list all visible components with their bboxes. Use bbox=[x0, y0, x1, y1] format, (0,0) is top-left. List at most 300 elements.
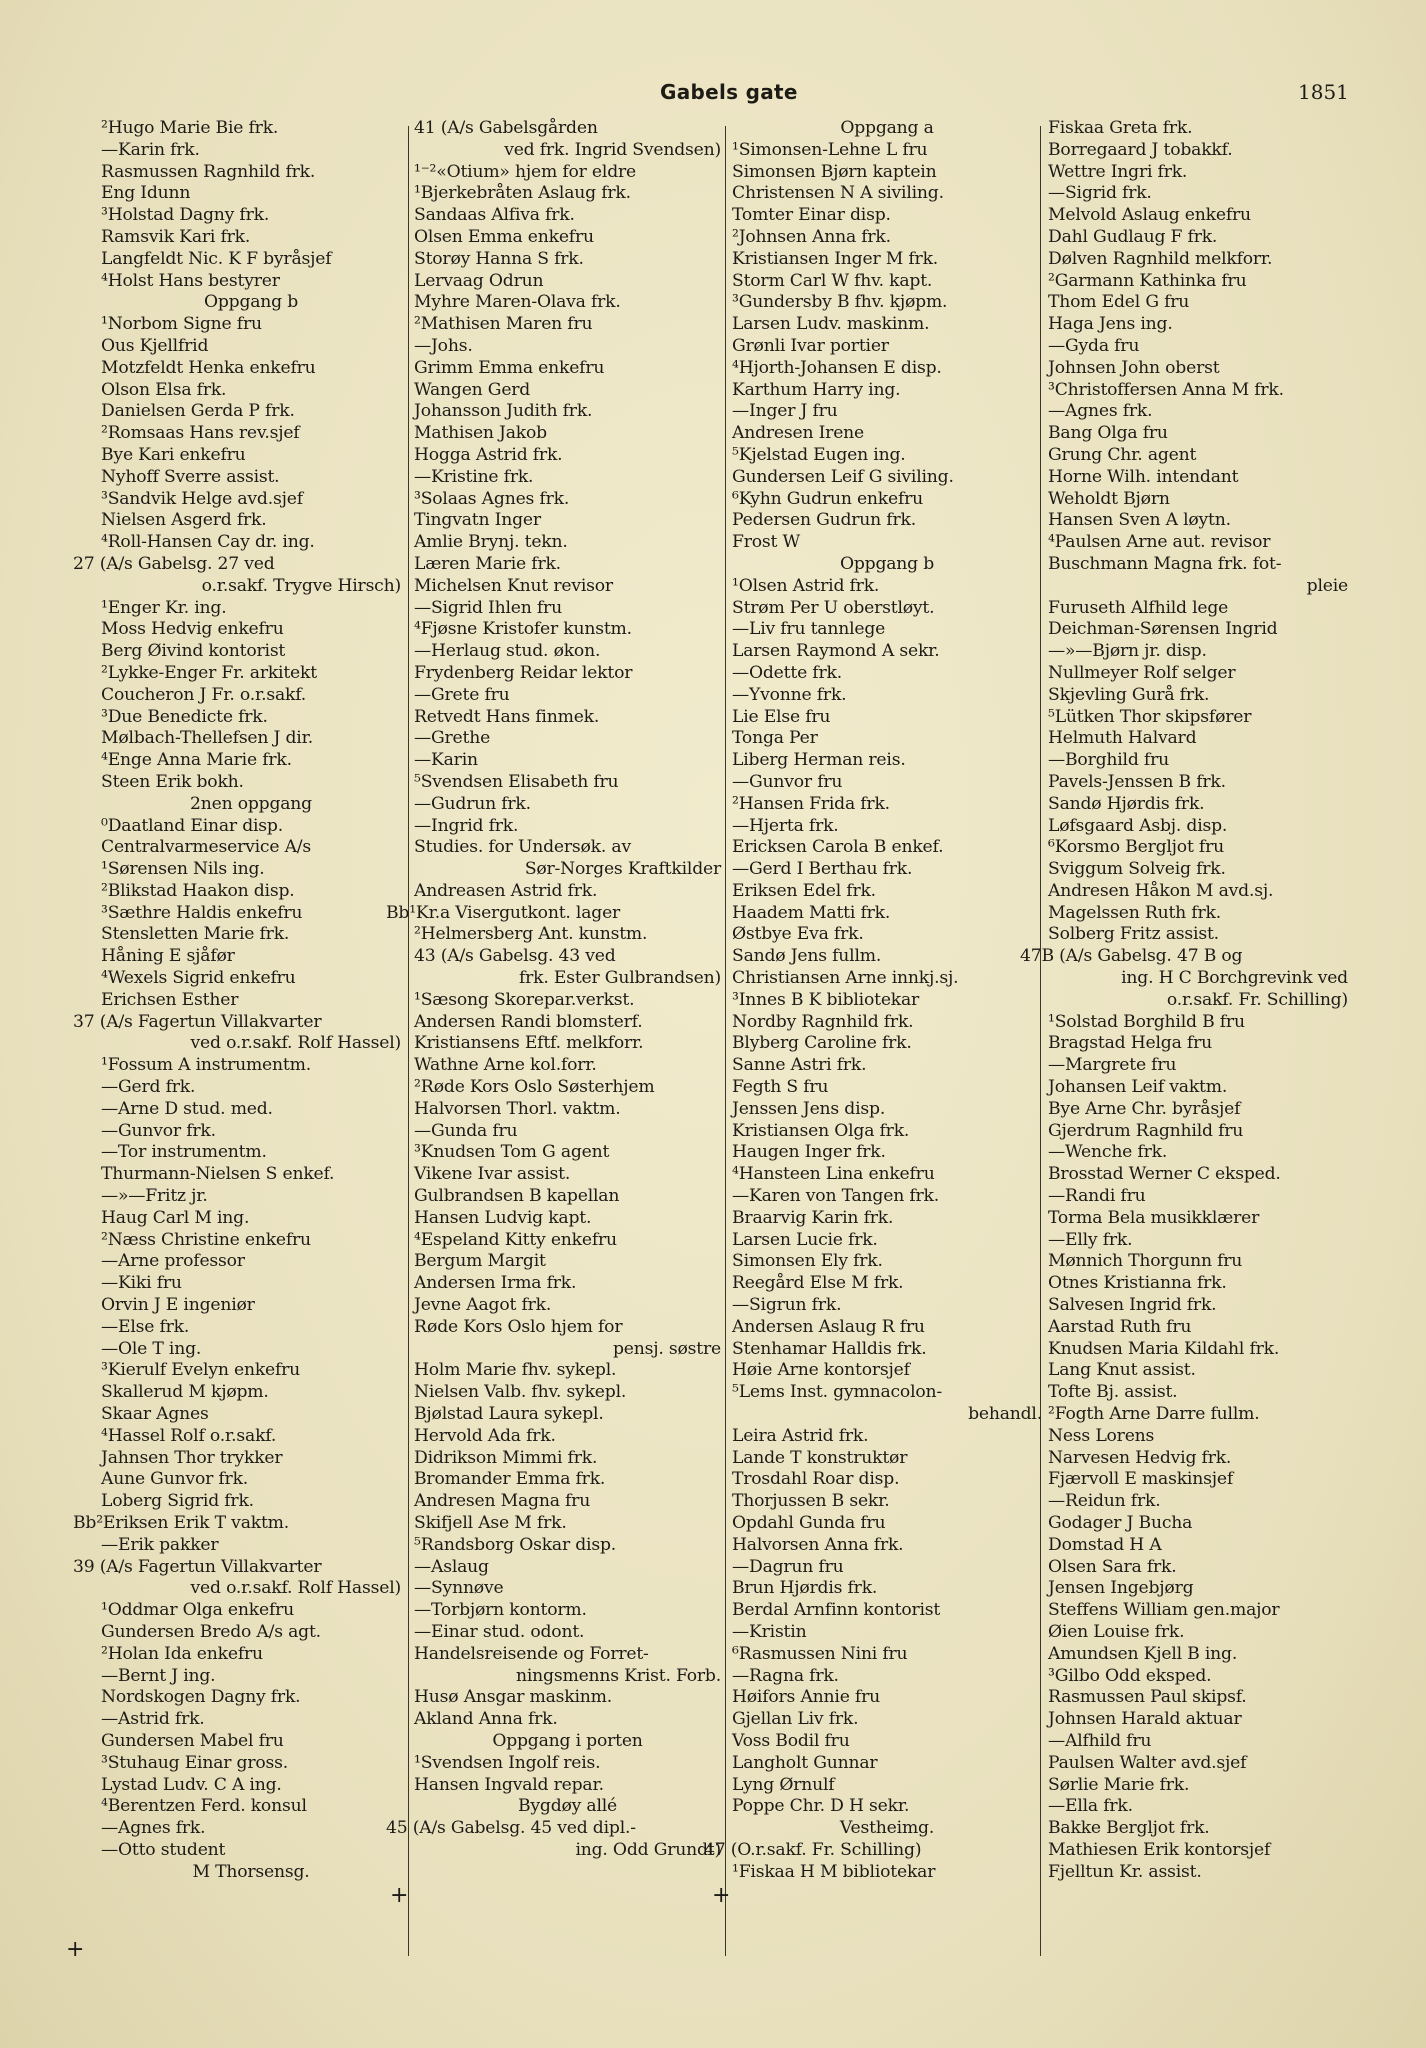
directory-entry: —Gudrun frk. bbox=[414, 793, 531, 814]
directory-entry: Bjølstad Laura sykepl. bbox=[414, 1404, 604, 1425]
directory-entry: Larsen Lucie frk. bbox=[732, 1229, 878, 1250]
directory-entry: ¹Enger Kr. ing. bbox=[101, 597, 227, 618]
directory-entry: ¹Bjerkebråten Aslaug frk. bbox=[414, 183, 631, 204]
directory-entry: Frost W bbox=[732, 532, 800, 553]
directory-entry: —Erik pakker bbox=[101, 1534, 219, 1555]
directory-entry: —Wenche frk. bbox=[1048, 1142, 1168, 1163]
directory-entry: —Karin frk. bbox=[101, 139, 200, 160]
directory-entry: Andresen Magna fru bbox=[414, 1491, 591, 1512]
directory-entry: Bye Kari enkefru bbox=[101, 444, 246, 465]
directory-entry: Oppgang b bbox=[839, 553, 935, 574]
directory-entry: 41 (A/s Gabelsgården bbox=[414, 118, 598, 138]
directory-entry: ¹⁻²«Otium» hjem for eldre bbox=[414, 161, 636, 182]
directory-entry: Langholt Gunnar bbox=[732, 1752, 878, 1773]
directory-entry: ¹Norbom Signe fru bbox=[101, 314, 262, 335]
directory-entry: Frydenberg Reidar lektor bbox=[414, 662, 633, 683]
directory-entry: Loberg Sigrid frk. bbox=[101, 1491, 254, 1512]
directory-entry: Fiskaa Greta frk. bbox=[1048, 118, 1193, 138]
directory-entry: Johnsen Harald aktuar bbox=[1048, 1709, 1242, 1730]
directory-entry: Mønnich Thorgunn fru bbox=[1048, 1251, 1243, 1272]
directory-entry: 2nen oppgang bbox=[190, 793, 312, 814]
directory-entry: Myhre Maren-Olava frk. bbox=[414, 292, 621, 313]
directory-entry: Holm Marie fhv. sykepl. bbox=[414, 1360, 617, 1381]
directory-entry: Øien Louise frk. bbox=[1048, 1621, 1185, 1642]
directory-entry: ⁴Hansteen Lina enkefru bbox=[732, 1164, 935, 1185]
directory-entry: ⁴Roll-Hansen Cay dr. ing. bbox=[101, 532, 315, 553]
directory-entry: ⁴Berentzen Ferd. konsul bbox=[101, 1796, 307, 1817]
directory-entry: —»—Fritz jr. bbox=[101, 1186, 208, 1207]
directory-entry: Bang Olga fru bbox=[1048, 423, 1168, 444]
directory-entry: Halvorsen Anna frk. bbox=[732, 1534, 904, 1555]
directory-entry: —Gunda fru bbox=[414, 1120, 518, 1141]
directory-entry: ⁴Fjøsne Kristofer kunstm. bbox=[414, 619, 632, 640]
directory-entry: Bergum Margit bbox=[414, 1251, 546, 1272]
directory-entry: Skjevling Gurå frk. bbox=[1048, 684, 1210, 705]
directory-entry: —Odette frk. bbox=[732, 662, 842, 683]
directory-entry: Rasmussen Ragnhild frk. bbox=[101, 161, 316, 182]
directory-entry: Oppgang i porten bbox=[492, 1730, 643, 1751]
directory-entry: Kristiansen Inger M frk. bbox=[732, 248, 939, 269]
directory-entry: ¹Sørensen Nils ing. bbox=[101, 859, 265, 880]
directory-entry: ⁶Rasmussen Nini fru bbox=[732, 1643, 908, 1664]
directory-column-4 bbox=[1020, 118, 1348, 1884]
directory-entry: Bb²Eriksen Erik T vaktm. bbox=[73, 1513, 290, 1533]
directory-entry: ¹Solstad Borghild B fru bbox=[1048, 1011, 1245, 1032]
directory-entry: Østbye Eva frk. bbox=[732, 924, 864, 945]
directory-entry: Bb¹Kr.a Visergutkont. lager bbox=[386, 902, 621, 923]
directory-entry: Sandø Jens fullm. bbox=[732, 946, 882, 967]
column-rule bbox=[408, 126, 409, 1956]
directory-entry: —Randi fru bbox=[1048, 1186, 1146, 1207]
directory-entry: Christensen N A siviling. bbox=[732, 183, 944, 204]
directory-entry: Berdal Arnfinn kontorist bbox=[732, 1600, 941, 1621]
cross-reference-mark: + bbox=[712, 1883, 731, 1908]
directory-entry: ²Mathisen Maren fru bbox=[414, 314, 593, 335]
directory-entry: Steen Erik bokh. bbox=[101, 771, 244, 792]
directory-entry: M Thorsensg. bbox=[192, 1861, 310, 1882]
directory-entry: Kristiansens Eftf. melkforr. bbox=[414, 1033, 644, 1054]
directory-entry: Grimm Emma enkefru bbox=[414, 357, 605, 378]
directory-entry: Melvold Aslaug enkefru bbox=[1048, 205, 1251, 226]
directory-entry: Hogga Astrid frk. bbox=[414, 444, 563, 465]
directory-entry: —Gerd frk. bbox=[101, 1077, 196, 1098]
directory-entry: Bragstad Helga fru bbox=[1048, 1033, 1212, 1054]
page-number: 1851 bbox=[1298, 80, 1349, 104]
directory-entry: Fegth S fru bbox=[732, 1077, 829, 1098]
directory-entry: —Elly frk. bbox=[1048, 1229, 1133, 1250]
directory-entry: —Ragna frk. bbox=[732, 1665, 839, 1686]
directory-entry: —Else frk. bbox=[101, 1316, 190, 1337]
directory-entry: Gulbrandsen B kapellan bbox=[414, 1186, 620, 1207]
directory-entry: Studies. for Undersøk. av bbox=[414, 837, 631, 858]
directory-entry: Andersen Irma frk. bbox=[414, 1273, 577, 1294]
directory-entry: Johansen Leif vaktm. bbox=[1048, 1077, 1228, 1098]
directory-entry: Mølbach-Thellefsen J dir. bbox=[101, 728, 313, 749]
directory-entry: Hervold Ada frk. bbox=[414, 1425, 556, 1446]
street-title: Gabels gate bbox=[660, 80, 798, 104]
directory-entry: Tomter Einar disp. bbox=[732, 205, 891, 226]
directory-entry: Buschmann Magna frk. fot- bbox=[1048, 553, 1282, 574]
directory-entry: Oppgang a bbox=[840, 118, 934, 138]
directory-entry: Sanne Astri frk. bbox=[732, 1055, 867, 1076]
directory-entry: Knudsen Maria Kildahl frk. bbox=[1048, 1338, 1280, 1359]
directory-entry: ³Sæthre Haldis enkefru bbox=[101, 902, 303, 923]
directory-entry: Andresen Håkon M avd.sj. bbox=[1048, 880, 1274, 901]
directory-entry: —Gunvor fru bbox=[732, 771, 843, 792]
directory-entry: Leira Astrid frk. bbox=[732, 1425, 869, 1446]
directory-entry: Thorjussen B sekr. bbox=[732, 1491, 890, 1512]
directory-entry: Hansen Sven A løytn. bbox=[1048, 510, 1231, 531]
directory-entry: Steffens William gen.major bbox=[1048, 1600, 1280, 1621]
directory-entry: Retvedt Hans finmek. bbox=[414, 706, 600, 727]
directory-entry: ing. H C Borchgrevink ved bbox=[1121, 968, 1348, 989]
directory-entry: Poppe Chr. D H sekr. bbox=[732, 1796, 910, 1817]
directory-entry: frk. Ester Gulbrandsen) bbox=[518, 968, 721, 989]
directory-entry: —Astrid frk. bbox=[101, 1709, 205, 1730]
directory-entry: ³Solaas Agnes frk. bbox=[414, 488, 570, 509]
directory-entry: —Arne D stud. med. bbox=[101, 1098, 273, 1119]
directory-entry: 45 (A/s Gabelsg. 45 ved dipl.- bbox=[386, 1818, 636, 1839]
directory-entry: Motzfeldt Henka enkefru bbox=[101, 357, 316, 378]
directory-entry: ³Holstad Dagny frk. bbox=[101, 205, 270, 226]
directory-entry: Helmuth Halvard bbox=[1048, 728, 1197, 749]
directory-entry: Johansson Judith frk. bbox=[414, 401, 593, 422]
directory-entry: ⁵Randsborg Oskar disp. bbox=[414, 1534, 617, 1555]
directory-entry: —Ingrid frk. bbox=[414, 815, 519, 836]
directory-entry: ⁴Wexels Sigrid enkefru bbox=[101, 968, 296, 989]
directory-entry: Strøm Per U oberstløyt. bbox=[732, 597, 935, 618]
directory-entry: ¹Svendsen Ingolf reis. bbox=[414, 1752, 601, 1773]
directory-entry: Tingvatn Inger bbox=[414, 510, 541, 531]
directory-entry: —Ole T ing. bbox=[101, 1338, 202, 1359]
directory-entry: ³Sandvik Helge avd.sjef bbox=[101, 488, 303, 509]
directory-entry: ⁴Paulsen Arne aut. revisor bbox=[1048, 532, 1271, 553]
directory-entry: Simonsen Ely frk. bbox=[732, 1251, 883, 1272]
directory-entry: Furuseth Alfhild lege bbox=[1048, 597, 1229, 618]
directory-entry: Storøy Hanna S frk. bbox=[414, 248, 584, 269]
directory-entry: Gjerdrum Ragnhild fru bbox=[1048, 1120, 1244, 1141]
directory-entry: Lyng Ørnulf bbox=[732, 1774, 835, 1795]
directory-entry: Pedersen Gudrun frk. bbox=[732, 510, 916, 531]
directory-entry: Larsen Raymond A sekr. bbox=[732, 641, 940, 662]
directory-entry: ²Romsaas Hans rev.sjef bbox=[101, 423, 300, 444]
directory-entry: ²Røde Kors Oslo Søsterhjem bbox=[414, 1077, 655, 1098]
directory-entry: Reegård Else M frk. bbox=[732, 1273, 904, 1294]
directory-entry: —»—Bjørn jr. disp. bbox=[1048, 641, 1207, 662]
directory-entry: Håning E sjåfør bbox=[101, 946, 235, 967]
directory-entry: Thom Edel G fru bbox=[1048, 292, 1190, 313]
directory-entry: —Torbjørn kontorm. bbox=[414, 1600, 587, 1621]
directory-entry: Jevne Aagot frk. bbox=[414, 1295, 552, 1316]
directory-entry: —Yvonne frk. bbox=[732, 684, 847, 705]
directory-entry: Nielsen Valb. fhv. sykepl. bbox=[414, 1382, 627, 1403]
directory-entry: —Kiki fru bbox=[101, 1273, 182, 1294]
directory-entry: Lervaag Odrun bbox=[414, 270, 544, 291]
directory-entry: Trosdahl Roar disp. bbox=[732, 1469, 900, 1490]
directory-entry: —Karin bbox=[414, 750, 478, 771]
directory-entry: —Bernt J ing. bbox=[101, 1665, 216, 1686]
directory-entry: —Agnes frk. bbox=[101, 1818, 206, 1839]
directory-entry: Moss Hedvig enkefru bbox=[101, 619, 284, 640]
directory-entry: pensj. søstre bbox=[612, 1338, 721, 1359]
directory-entry: Andersen Aslaug R fru bbox=[732, 1316, 925, 1337]
directory-entry: Aarstad Ruth fru bbox=[1048, 1316, 1192, 1337]
directory-entry: ⁴Holst Hans bestyrer bbox=[101, 270, 280, 291]
directory-entry: 47 (O.r.sakf. Fr. Schilling) bbox=[704, 1839, 922, 1860]
directory-entry: Røde Kors Oslo hjem for bbox=[414, 1316, 623, 1337]
directory-entry: ⁴Espeland Kitty enkefru bbox=[414, 1229, 617, 1250]
directory-entry: —Aslaug bbox=[414, 1556, 489, 1577]
directory-entry: Hansen Ingvald repar. bbox=[414, 1774, 604, 1795]
directory-entry: —Gyda fru bbox=[1048, 335, 1140, 356]
directory-entry: Vestheimg. bbox=[839, 1818, 935, 1839]
directory-entry: Dahl Gudlaug F frk. bbox=[1048, 226, 1218, 247]
directory-entry: Langfeldt Nic. K F byråsjef bbox=[101, 248, 332, 269]
directory-entry: Læren Marie frk. bbox=[414, 553, 561, 574]
directory-entry: Salvesen Ingrid frk. bbox=[1048, 1295, 1217, 1316]
directory-entry: Orvin J E ingeniør bbox=[101, 1295, 255, 1316]
directory-entry: —Arne professor bbox=[101, 1251, 245, 1272]
directory-entry: Storm Carl W fhv. kapt. bbox=[732, 270, 933, 291]
directory-entry: Pavels-Jenssen B frk. bbox=[1048, 771, 1226, 792]
directory-entry: —Otto student bbox=[101, 1839, 226, 1860]
directory-entry: Nordby Ragnhild frk. bbox=[732, 1011, 914, 1032]
directory-entry: Brun Hjørdis frk. bbox=[732, 1578, 878, 1599]
directory-entry: behandl. bbox=[968, 1404, 1042, 1425]
directory-entry: Ous Kjellfrid bbox=[101, 335, 209, 356]
directory-entry: Tofte Bj. assist. bbox=[1048, 1382, 1178, 1403]
directory-entry: Gjellan Liv frk. bbox=[732, 1709, 859, 1730]
directory-entry: —Johs. bbox=[414, 335, 473, 356]
directory-entry: Nordskogen Dagny frk. bbox=[101, 1687, 301, 1708]
directory-entry: Nullmeyer Rolf selger bbox=[1048, 662, 1236, 683]
directory-entry: Amlie Brynj. tekn. bbox=[414, 532, 568, 553]
directory-entry: Bromander Emma frk. bbox=[414, 1469, 606, 1490]
directory-entry: Jahnsen Thor trykker bbox=[101, 1447, 283, 1468]
directory-entry: Stensletten Marie frk. bbox=[101, 924, 290, 945]
directory-entry: Horne Wilh. intendant bbox=[1048, 466, 1239, 487]
directory-entry: Ness Lorens bbox=[1048, 1425, 1155, 1446]
directory-entry: Rasmussen Paul skipsf. bbox=[1048, 1687, 1247, 1708]
directory-entry: ¹Simonsen-Lehne L fru bbox=[732, 139, 928, 160]
directory-entry: —Sigrun frk. bbox=[732, 1295, 842, 1316]
directory-entry: Skaar Agnes bbox=[101, 1404, 209, 1425]
directory-entry: ²Helmersberg Ant. kunstm. bbox=[414, 924, 648, 945]
directory-entry: —Dagrun fru bbox=[732, 1556, 844, 1577]
directory-entry: Braarvig Karin frk. bbox=[732, 1207, 894, 1228]
directory-entry: Gundersen Mabel fru bbox=[101, 1730, 284, 1751]
directory-entry: —Sigrid Ihlen fru bbox=[414, 597, 562, 618]
directory-entry: Olson Elsa frk. bbox=[101, 379, 227, 400]
directory-entry: ¹Sæsong Skorepar.verkst. bbox=[414, 989, 635, 1010]
directory-entry: Weholdt Bjørn bbox=[1048, 488, 1170, 509]
directory-entry: 39 (A/s Fagertun Villakvarter bbox=[73, 1556, 322, 1577]
directory-entry: Fjærvoll E maskinsjef bbox=[1048, 1469, 1233, 1490]
directory-entry: Sviggum Solveig frk. bbox=[1048, 859, 1226, 880]
directory-entry: ³Gilbo Odd eksped. bbox=[1048, 1665, 1212, 1686]
directory-entry: ²Johnsen Anna frk. bbox=[732, 226, 891, 247]
directory-entry: ²Garmann Kathinka fru bbox=[1048, 270, 1247, 291]
directory-entry: Borregaard J tobakkf. bbox=[1048, 139, 1233, 160]
directory-entry: Opdahl Gunda fru bbox=[732, 1513, 886, 1533]
directory-entry: Grung Chr. agent bbox=[1048, 444, 1197, 465]
directory-entry: Wettre Ingri frk. bbox=[1048, 161, 1188, 182]
directory-entry: Lande T konstruktør bbox=[732, 1447, 908, 1468]
directory-entry: Paulsen Walter avd.sjef bbox=[1048, 1752, 1247, 1773]
directory-entry: Wangen Gerd bbox=[414, 379, 531, 400]
directory-entry: Eriksen Edel frk. bbox=[732, 880, 876, 901]
directory-entry: —Agnes frk. bbox=[1048, 401, 1153, 422]
directory-entry: ²Holan Ida enkefru bbox=[101, 1643, 263, 1664]
directory-entry: —Synnøve bbox=[414, 1578, 504, 1599]
directory-entry: Berg Øivind kontorist bbox=[101, 641, 286, 662]
directory-entry: ⁵Lütken Thor skipsfører bbox=[1048, 706, 1252, 727]
directory-entry: Liberg Herman reis. bbox=[732, 750, 906, 771]
directory-entry: —Grethe bbox=[414, 728, 491, 749]
directory-entry: Eng Idunn bbox=[101, 183, 191, 204]
directory-entry: —Reidun frk. bbox=[1048, 1491, 1161, 1512]
directory-entry: Sørlie Marie frk. bbox=[1048, 1774, 1190, 1795]
directory-entry: Nielsen Asgerd frk. bbox=[101, 510, 267, 531]
directory-entry: ⁴Enge Anna Marie frk. bbox=[101, 750, 292, 771]
directory-entry: Sandaas Alfiva frk. bbox=[414, 205, 575, 226]
directory-entry: Aune Gunvor frk. bbox=[101, 1469, 249, 1490]
directory-entry: Bye Arne Chr. byråsjef bbox=[1048, 1098, 1241, 1119]
directory-entry: Ramsvik Kari frk. bbox=[101, 226, 251, 247]
directory-entry: —Borghild fru bbox=[1048, 750, 1169, 771]
directory-entry: —Liv fru tannlege bbox=[732, 619, 886, 640]
directory-entry: ⁵Lems Inst. gymnacolon- bbox=[732, 1382, 942, 1403]
directory-entry: Sandø Hjørdis frk. bbox=[1048, 793, 1205, 814]
directory-entry: —Herlaug stud. økon. bbox=[414, 641, 601, 662]
directory-entry: Gundersen Leif G siviling. bbox=[732, 466, 954, 487]
directory-entry: Dølven Ragnhild melkforr. bbox=[1048, 248, 1273, 269]
directory-entry: Haadem Matti frk. bbox=[732, 902, 891, 923]
directory-entry: —Sigrid frk. bbox=[1048, 183, 1152, 204]
directory-entry: Andersen Randi blomsterf. bbox=[414, 1011, 643, 1032]
directory-entry: Michelsen Knut revisor bbox=[414, 575, 613, 596]
directory-entry: ⁴Hjorth-Johansen E disp. bbox=[732, 357, 942, 378]
directory-entry: —Grete fru bbox=[414, 684, 510, 705]
directory-entry: Løfsgaard Asbj. disp. bbox=[1048, 815, 1228, 836]
directory-entry: ¹Olsen Astrid frk. bbox=[732, 575, 880, 596]
directory-entry: —Gerd I Berthau frk. bbox=[732, 859, 913, 880]
directory-entry: Magelssen Ruth frk. bbox=[1048, 902, 1221, 923]
directory-entry: —Ella frk. bbox=[1048, 1796, 1133, 1817]
directory-entry: —Hjerta frk. bbox=[732, 815, 839, 836]
directory-entry: Lystad Ludv. C A ing. bbox=[101, 1774, 282, 1795]
directory-entry: ⁰Daatland Einar disp. bbox=[101, 815, 283, 836]
directory-entry: —Alfhild fru bbox=[1048, 1730, 1152, 1751]
directory-entry: Halvorsen Thorl. vaktm. bbox=[414, 1098, 621, 1119]
directory-entry: ⁶Kyhn Gudrun enkefru bbox=[732, 488, 924, 509]
directory-entry: ²Blikstad Haakon disp. bbox=[101, 880, 295, 901]
directory-entry: Jenssen Jens disp. bbox=[732, 1098, 886, 1119]
directory-entry: ³Innes B K bibliotekar bbox=[732, 989, 920, 1010]
directory-entry: Skallerud M kjøpm. bbox=[101, 1382, 269, 1403]
directory-entry: Andreasen Astrid frk. bbox=[414, 880, 598, 901]
directory-entry: Mathisen Jakob bbox=[414, 423, 547, 444]
directory-entry: Solberg Fritz assist. bbox=[1048, 924, 1219, 945]
directory-entry: ³Christoffersen Anna M frk. bbox=[1048, 379, 1284, 400]
cross-reference-mark: + bbox=[66, 1937, 85, 1962]
directory-entry: Amundsen Kjell B ing. bbox=[1048, 1643, 1238, 1664]
directory-entry: ³Gundersby B fhv. kjøpm. bbox=[732, 292, 948, 313]
directory-entry: ³Due Benedicte frk. bbox=[101, 706, 268, 727]
directory-entry: Hansen Ludvig kapt. bbox=[414, 1207, 592, 1228]
directory-entry: ²Hansen Frida frk. bbox=[732, 793, 890, 814]
directory-entry: Vikene Ivar assist. bbox=[414, 1164, 571, 1185]
directory-entry: Jensen Ingebjørg bbox=[1048, 1578, 1194, 1599]
directory-entry: Wathne Arne kol.forr. bbox=[414, 1055, 597, 1076]
directory-entry: Olsen Sara frk. bbox=[1048, 1556, 1177, 1577]
page-header bbox=[0, 80, 1426, 108]
directory-entry: Haug Carl M ing. bbox=[101, 1207, 250, 1228]
directory-entry: Bygdøy allé bbox=[517, 1796, 618, 1817]
directory-entry: Kristiansen Olga frk. bbox=[732, 1120, 910, 1141]
directory-entry: Thurmann-Nielsen S enkef. bbox=[101, 1164, 335, 1185]
directory-entry: Erichsen Esther bbox=[101, 989, 239, 1010]
directory-entry: Johnsen John oberst bbox=[1048, 357, 1220, 378]
directory-entry: Narvesen Hedvig frk. bbox=[1048, 1447, 1232, 1468]
directory-entry: —Inger J fru bbox=[732, 401, 838, 422]
directory-entry: —Tor instrumentm. bbox=[101, 1142, 267, 1163]
directory-entry: ⁵Svendsen Elisabeth fru bbox=[414, 771, 619, 792]
directory-entry: ¹Fossum A instrumentm. bbox=[101, 1055, 311, 1076]
directory-entry: Skifjell Ase M frk. bbox=[414, 1513, 567, 1533]
directory-entry: ⁵Kjelstad Eugen ing. bbox=[732, 444, 906, 465]
directory-entry: Danielsen Gerda P frk. bbox=[101, 401, 295, 422]
directory-entry: —Kristin bbox=[732, 1621, 807, 1642]
directory-entry: ved o.r.sakf. Rolf Hassel) bbox=[190, 1033, 401, 1054]
directory-entry: ved o.r.sakf. Rolf Hassel) bbox=[190, 1578, 401, 1599]
directory-entry: —Einar stud. odont. bbox=[414, 1621, 585, 1642]
directory-entry: Handelsreisende og Forret- bbox=[414, 1643, 649, 1664]
directory-entry: Bakke Bergljot frk. bbox=[1048, 1818, 1210, 1839]
directory-entry: ³Stuhaug Einar gross. bbox=[101, 1752, 289, 1773]
directory-entry: —Gunvor frk. bbox=[101, 1120, 216, 1141]
directory-entry: Gundersen Bredo A/s agt. bbox=[101, 1621, 321, 1642]
directory-entry: Nyhoff Sverre assist. bbox=[101, 466, 280, 487]
directory-entry: Ericksen Carola B enkef. bbox=[732, 837, 944, 858]
directory-entry: Høie Arne kontorsjef bbox=[732, 1360, 910, 1381]
directory-entry: Lang Knut assist. bbox=[1048, 1360, 1196, 1381]
directory-entry: Olsen Emma enkefru bbox=[414, 226, 594, 247]
directory-entry: Fjelltun Kr. assist. bbox=[1048, 1861, 1202, 1882]
directory-entry: Tonga Per bbox=[732, 728, 818, 749]
directory-entry: Haga Jens ing. bbox=[1048, 314, 1173, 335]
directory-entry: —Margrete fru bbox=[1048, 1055, 1177, 1076]
directory-entry: Voss Bodil fru bbox=[732, 1730, 850, 1751]
directory-column-2 bbox=[386, 118, 721, 1862]
directory-entry: ³Kierulf Evelyn enkefru bbox=[101, 1360, 301, 1381]
directory-entry: Andresen Irene bbox=[732, 423, 865, 444]
cross-reference-mark: + bbox=[390, 1883, 409, 1908]
directory-entry: Akland Anna frk. bbox=[414, 1709, 558, 1730]
directory-column-1 bbox=[73, 118, 401, 1884]
directory-entry: Domstad H A bbox=[1048, 1534, 1162, 1555]
directory-entry: Simonsen Bjørn kaptein bbox=[732, 161, 937, 182]
directory-entry: o.r.sakf. Fr. Schilling) bbox=[1166, 989, 1348, 1010]
directory-entry: Otnes Kristianna frk. bbox=[1048, 1273, 1227, 1294]
directory-entry: Husø Ansgar maskinm. bbox=[414, 1687, 613, 1708]
directory-entry: Oppgang b bbox=[203, 292, 299, 313]
directory-entry: Christiansen Arne innkj.sj. bbox=[732, 968, 959, 989]
directory-entry: 47B (A/s Gabelsg. 47 B og bbox=[1020, 946, 1243, 967]
directory-entry: Lie Else fru bbox=[732, 706, 831, 727]
directory-entry: Blyberg Caroline frk. bbox=[732, 1033, 912, 1054]
directory-entry: ing. Odd Grundt) bbox=[575, 1839, 721, 1860]
